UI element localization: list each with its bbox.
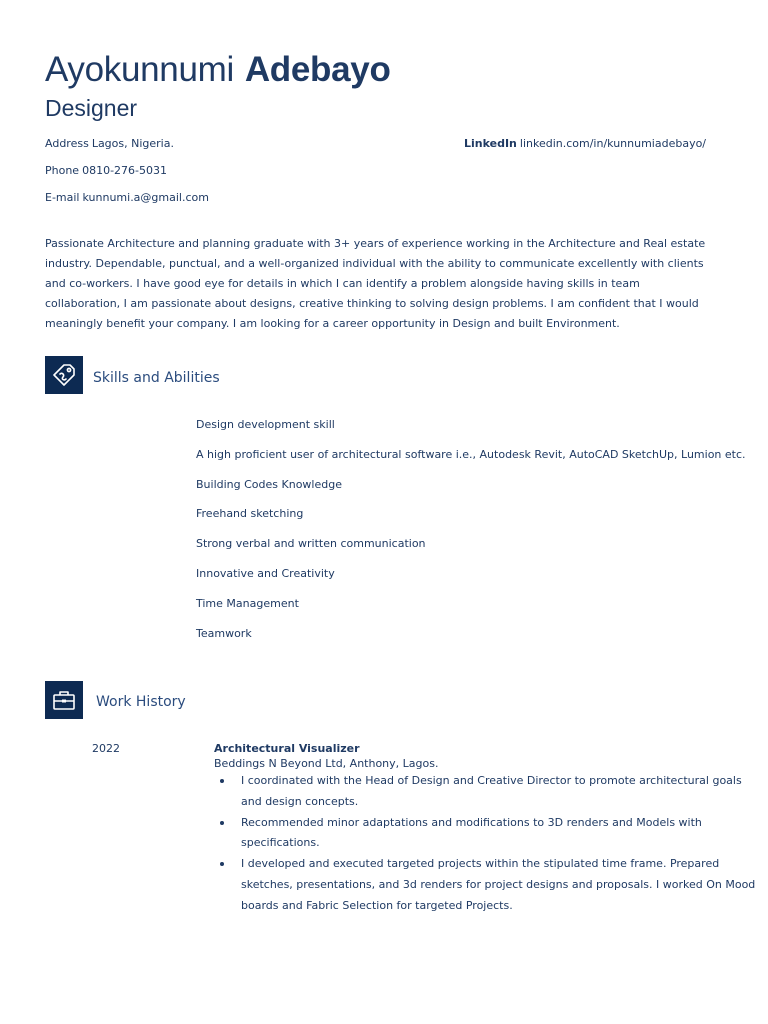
skills-heading: Skills and Abilities: [93, 370, 220, 386]
skill-item: A high proficient user of architectural software i.e., Autodesk Revit, AutoCAD SketchUp, Lumion etc.: [196, 447, 746, 461]
phone-value: 0810-276-5031: [82, 164, 168, 177]
bullet-line: I developed and executed targeted projects within the stipulated time frame. Prepared: [241, 857, 720, 871]
phone-line: [45, 164, 167, 178]
job-title-header: Designer: [45, 95, 138, 121]
list-item: [214, 771, 759, 813]
bullet-line: Recommended minor adaptations and modifications to 3D renders and Models with: [241, 815, 702, 829]
briefcase-icon: [45, 681, 83, 719]
professional-summary: [45, 234, 710, 334]
email-label: E-mail: [45, 191, 80, 204]
email-line: [45, 191, 209, 205]
bullet-line: sketches, presentations, and 3d renders for project designs and proposals. I worked On Mood: [241, 877, 756, 891]
skill-item: Innovative and Creativity: [196, 566, 335, 580]
bullet-line: and design concepts.: [241, 794, 359, 808]
skill-item: Building Codes Knowledge: [196, 477, 342, 491]
skill-item: Teamwork: [196, 626, 252, 640]
list-item: [214, 854, 759, 916]
bullet-line: boards and Fabric Selection for targeted Projects.: [241, 898, 513, 912]
work-heading: Work History: [96, 694, 186, 710]
bullet-dot: [220, 862, 224, 866]
list-item: [214, 813, 759, 855]
skills-list: [196, 417, 746, 655]
skill-item: Design development skill: [196, 418, 335, 431]
bullet-line: specifications.: [241, 836, 320, 850]
linkedin-label: LinkedIn: [464, 137, 517, 150]
summary-line: industry. Dependable, punctual, and a well-organized individual with the ability to communicate excellently with clients: [45, 257, 704, 270]
linkedin-line: [464, 137, 706, 151]
summary-line: meaningly benefit your company. I am looking for a career opportunity in Design and built Environment.: [45, 317, 620, 330]
skill-item: Time Management: [196, 596, 299, 610]
bullet-dot: [220, 821, 224, 825]
address-value: Lagos, Nigeria.: [91, 137, 174, 150]
last-name: Adebayo: [244, 50, 391, 89]
bullet-line: I coordinated with the Head of Design and Creative Director to promote architectural goals: [241, 774, 742, 787]
address-label: Address: [45, 137, 89, 150]
first-name: Ayokunnumi: [45, 50, 234, 89]
job-position: Architectural Visualizer: [214, 742, 360, 755]
summary-line: and co-workers. I have good eye for details in which I can identify a problem alongside having skills in team: [45, 277, 640, 290]
summary-line: Passionate Architecture and planning graduate with 3+ years of experience working in the Architecture and Real estate: [45, 237, 706, 250]
skill-item: Strong verbal and written communication: [196, 537, 426, 551]
job-year: 2022: [92, 742, 120, 755]
job-responsibilities: [214, 771, 759, 917]
phone-label: Phone: [45, 164, 80, 177]
bullet-dot: [220, 779, 224, 783]
address-line: [45, 137, 174, 151]
summary-line: collaboration, I am passionate about designs, creative thinking to solving design problems. I am confident that I would: [45, 297, 699, 310]
email-value[interactable]: kunnumi.a@gmail.com: [82, 191, 209, 204]
linkedin-value[interactable]: linkedin.com/in/kunnumiadebayo/: [519, 137, 707, 150]
tag-icon: [45, 356, 83, 394]
candidate-name: [45, 48, 391, 92]
skill-item: Freehand sketching: [196, 507, 304, 521]
job-company: Beddings N Beyond Ltd, Anthony, Lagos.: [214, 757, 439, 770]
